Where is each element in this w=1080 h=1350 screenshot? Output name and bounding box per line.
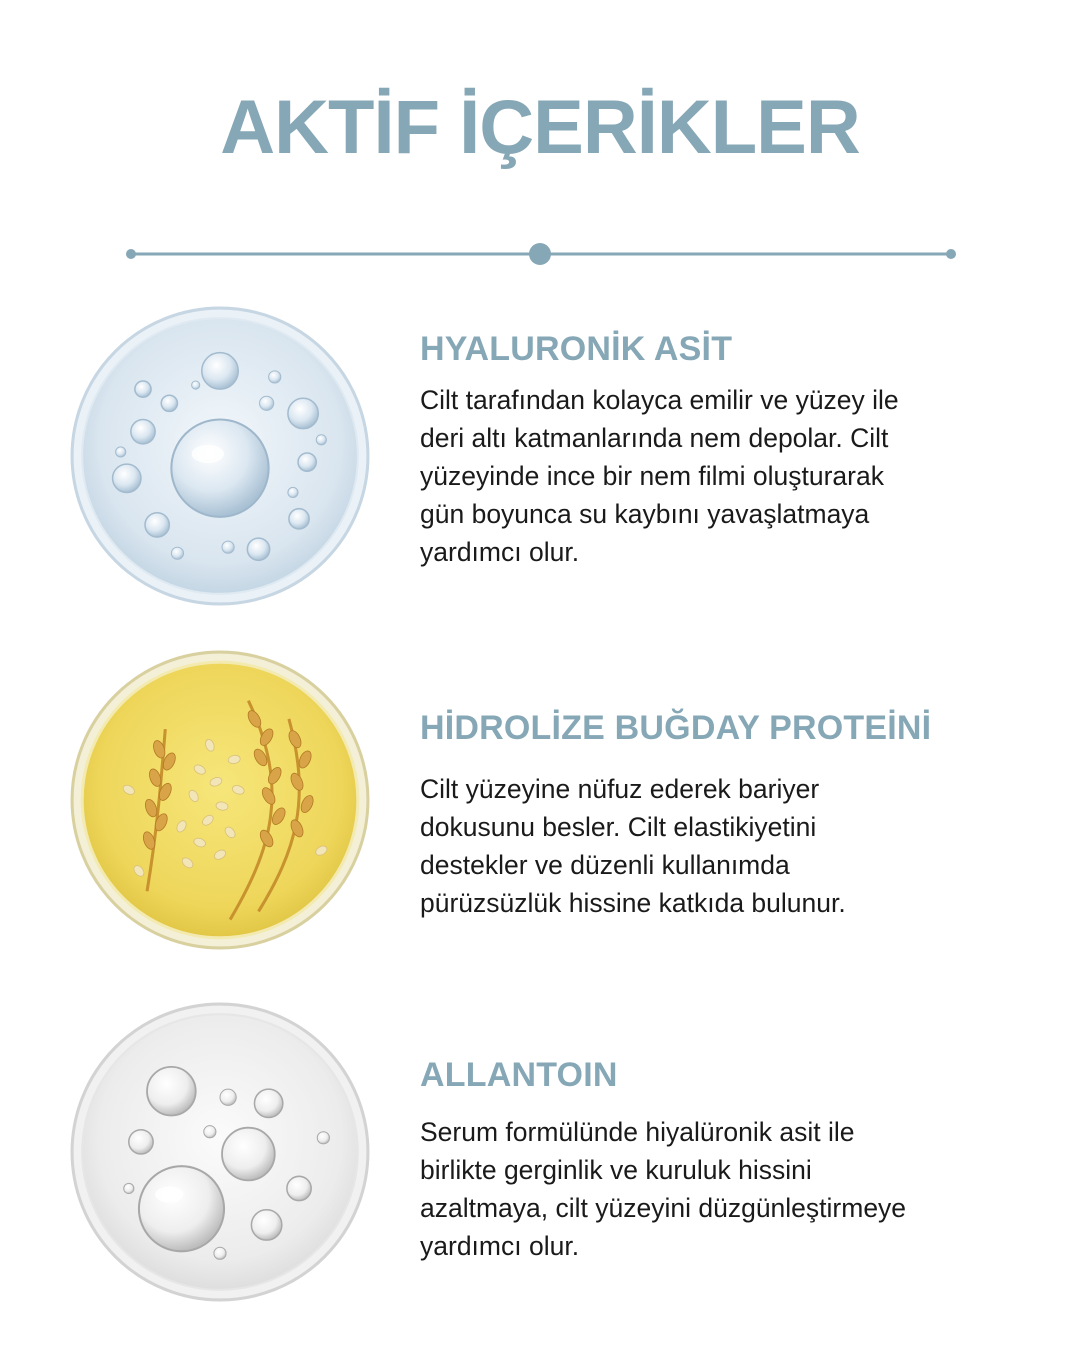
divider bbox=[126, 240, 956, 268]
petri-dish-clear-gel-image bbox=[68, 1000, 372, 1304]
ingredient-description: Serum formülünde hiyalüronik asit ile birlikte gerginlik ve kuruluk hissini azaltmaya, cilt yüzeyini düzgünleştirmeye yardımcı olur. bbox=[420, 1117, 907, 1261]
ingredient-title: ALLANTOIN bbox=[420, 1056, 618, 1094]
ingredient-description: Cilt tarafından kolayca emilir ve yüzey ile deri altı katmanlarında nem depolar. Cilt yüzeyinde ince bir nem filmi oluşturarak gün boyunca su kaybını yavaşlatmaya yardımcı olur. bbox=[420, 385, 899, 567]
page-title: AKTİF İÇERİKLER bbox=[220, 85, 860, 170]
petri-dish-wheat-oil-image bbox=[68, 648, 372, 952]
ingredient-title: HİDROLİZE BUĞDAY PROTEİNİ bbox=[420, 709, 932, 747]
petri-dish-water-drops-image bbox=[68, 304, 372, 608]
ingredient-title: HYALURONİK ASİT bbox=[420, 330, 733, 368]
ingredient-description: Cilt yüzeyine nüfuz ederek bariyer dokusunu besler. Cilt elastikiyetini destekler ve düzenli kullanımda pürüzsüzlük hissine katkıda bulunur. bbox=[420, 774, 846, 918]
